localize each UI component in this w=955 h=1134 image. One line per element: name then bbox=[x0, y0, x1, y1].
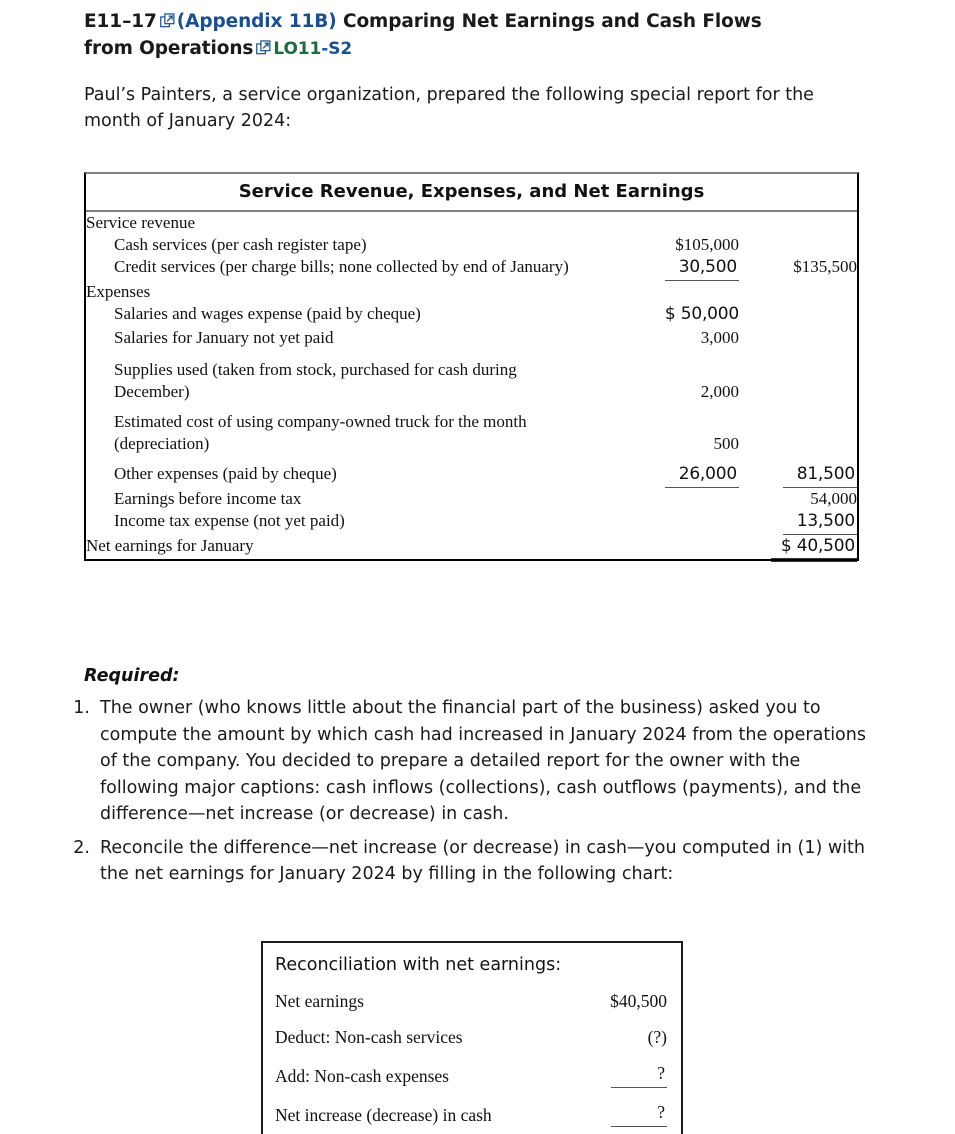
row-col1 bbox=[587, 303, 739, 325]
table-row bbox=[86, 303, 857, 325]
required-list bbox=[70, 695, 870, 895]
row-label: Estimated cost of using company-owned truck for the month (depreciation) bbox=[114, 412, 527, 453]
row-value bbox=[537, 1095, 667, 1134]
row-col2 bbox=[739, 351, 857, 403]
learning-objective-tag: LO11 bbox=[273, 39, 322, 59]
row-col2 bbox=[739, 510, 857, 535]
row-col2 bbox=[739, 403, 857, 455]
intro-paragraph: Paul’s Painters, a service organization, prepared the following special report for the month of January 2024: bbox=[84, 85, 814, 131]
row-col1 bbox=[587, 403, 739, 455]
table-row bbox=[86, 535, 857, 559]
row-col1 bbox=[587, 256, 739, 281]
learning-objective-suffix: -S2 bbox=[321, 39, 353, 59]
row-col1 bbox=[587, 488, 739, 510]
row-col1-value: 500 bbox=[713, 434, 739, 453]
table-row bbox=[86, 325, 857, 351]
popout-icon[interactable] bbox=[256, 40, 271, 55]
row-col1 bbox=[587, 510, 739, 535]
table-row bbox=[86, 510, 857, 535]
row-label: Salaries and wages expense (paid by cheque) bbox=[114, 304, 421, 323]
row-label: Net earnings bbox=[275, 991, 364, 1011]
exercise-title-line1: Comparing Net Earnings and Cash Flows bbox=[342, 11, 762, 32]
table-row bbox=[86, 234, 857, 256]
row-value bbox=[537, 1056, 667, 1095]
list-item bbox=[70, 835, 870, 888]
appendix-label: (Appendix 11B) bbox=[176, 11, 337, 32]
required-heading: Required: bbox=[84, 666, 180, 686]
table-row bbox=[86, 455, 857, 488]
row-col2-value: 81,500 bbox=[783, 463, 857, 488]
row-col1-value: 2,000 bbox=[700, 382, 739, 401]
row-col1 bbox=[587, 281, 739, 303]
table-row bbox=[86, 256, 857, 281]
row-label: Other expenses (paid by cheque) bbox=[114, 464, 337, 483]
row-label: Net increase (decrease) in cash bbox=[275, 1105, 492, 1125]
row-col1-value: 26,000 bbox=[665, 463, 739, 488]
row-label: Net earnings for January bbox=[86, 536, 254, 555]
row-label: Service revenue bbox=[86, 213, 196, 232]
list-item-number: 2. bbox=[73, 837, 90, 858]
row-label: Cash services (per cash register tape) bbox=[114, 235, 367, 254]
table-row bbox=[86, 488, 857, 510]
row-col1 bbox=[587, 535, 739, 559]
table-row bbox=[275, 1056, 667, 1095]
row-col2 bbox=[739, 281, 857, 303]
row-col1: 3,000 bbox=[700, 328, 739, 347]
financial-report-table bbox=[84, 172, 859, 561]
popout-icon[interactable] bbox=[160, 13, 175, 28]
row-col2 bbox=[739, 303, 857, 325]
row-col1 bbox=[587, 455, 739, 488]
exercise-code: E11–17 bbox=[84, 11, 157, 32]
row-col2: 54,000 bbox=[810, 489, 857, 508]
row-col2 bbox=[739, 212, 857, 234]
row-label: Credit services (per charge bills; none collected by end of January) bbox=[114, 257, 569, 276]
table-row bbox=[86, 351, 857, 403]
exercise-heading bbox=[84, 8, 874, 63]
row-value: (?) bbox=[647, 1027, 667, 1047]
row-col2 bbox=[739, 455, 857, 488]
row-label: Salaries for January not yet paid bbox=[114, 328, 334, 347]
table-row bbox=[86, 403, 857, 455]
list-item-text: Reconcile the difference—net increase (or decrease) in cash—you computed in (1) with the net earnings for January 2024 by filling in the following chart: bbox=[100, 837, 865, 884]
row-label: Income tax expense (not yet paid) bbox=[114, 511, 345, 530]
row-col2 bbox=[739, 535, 857, 559]
table-row bbox=[86, 281, 857, 303]
exercise-title-line2: from Operations bbox=[84, 38, 254, 59]
row-col2-value: $ 40,500 bbox=[771, 535, 857, 559]
row-col2-value: 13,500 bbox=[783, 510, 857, 535]
row-label: Expenses bbox=[86, 282, 151, 301]
table-row bbox=[86, 212, 857, 234]
row-value-text: ? bbox=[611, 1062, 667, 1088]
row-col1: $105,000 bbox=[675, 235, 739, 254]
row-label: Earnings before income tax bbox=[114, 489, 302, 508]
row-col1-value: $ 50,000 bbox=[664, 304, 739, 324]
list-item-text: The owner (who knows little about the financial part of the business) asked you to compute the amount by which cash had increased in January 2024 from the operations of the company. You decided to prepare a detailed report for the owner with the following major captions: cash inflows (collections), cash outflows (payments), and the difference—net increase (or decrease) in cash. bbox=[100, 698, 866, 824]
table-row bbox=[275, 984, 667, 1020]
row-label: Supplies used (taken from stock, purchased for cash during December) bbox=[114, 360, 517, 401]
row-col2 bbox=[739, 234, 857, 256]
table-row bbox=[275, 1095, 667, 1134]
row-col1 bbox=[587, 212, 739, 234]
row-value: $40,500 bbox=[610, 991, 667, 1011]
row-col1-value: 30,500 bbox=[665, 256, 739, 281]
reconciliation-title: Reconciliation with net earnings: bbox=[275, 955, 562, 975]
row-value-text: ? bbox=[611, 1101, 667, 1127]
report-title: Service Revenue, Expenses, and Net Earnings bbox=[86, 174, 857, 212]
row-col2 bbox=[739, 325, 857, 351]
row-col2: $135,500 bbox=[793, 257, 857, 276]
row-col1 bbox=[587, 351, 739, 403]
list-item bbox=[70, 695, 870, 828]
table-row bbox=[275, 1020, 667, 1056]
row-label: Add: Non-cash expenses bbox=[275, 1066, 449, 1086]
list-item-number: 1. bbox=[73, 698, 90, 718]
reconciliation-chart bbox=[261, 941, 683, 1134]
row-label: Deduct: Non-cash services bbox=[275, 1027, 463, 1047]
